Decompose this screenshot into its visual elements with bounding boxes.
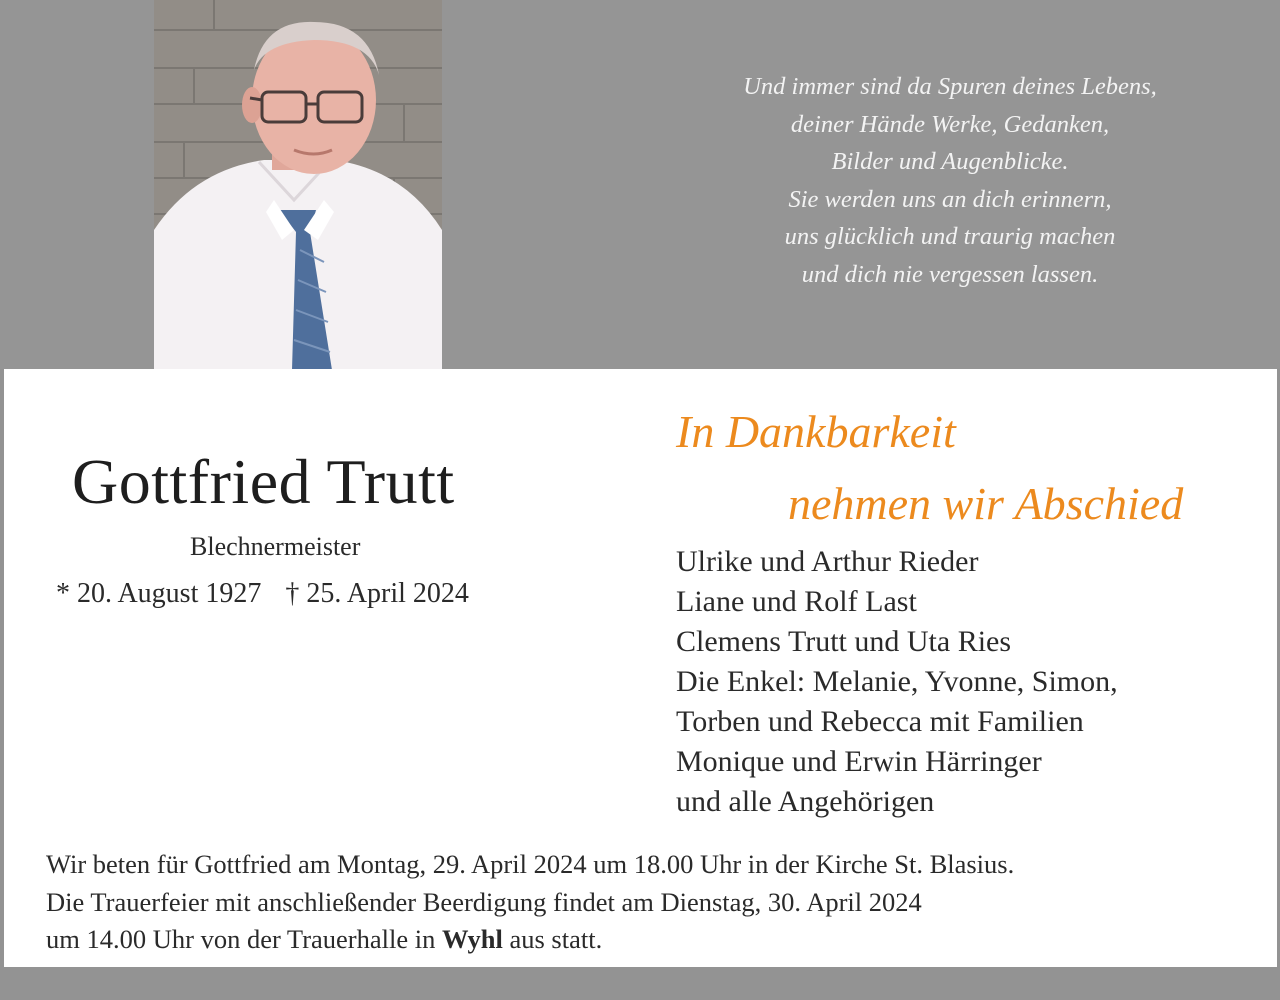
mourner-line: Monique und Erwin Härringer xyxy=(676,745,1042,778)
mourner-line: Torben und Rebecca mit Familien xyxy=(676,705,1084,738)
death-date: † 25. April 2024 xyxy=(285,578,469,609)
mourner-line: Liane und Rolf Last xyxy=(676,585,917,618)
poem-line: Und immer sind da Spuren deines Lebens, xyxy=(743,73,1157,100)
place-name: Wyhl xyxy=(441,924,503,954)
notice-text: um 14.00 Uhr von der Trauerhalle in xyxy=(46,924,442,954)
mourner-line: Clemens Trutt und Uta Ries xyxy=(676,625,1012,658)
portrait-photo xyxy=(154,0,442,370)
deceased-profession: Blechnermeister xyxy=(190,532,361,561)
heading-line-2: nehmen wir Abschied xyxy=(788,478,1184,529)
portrait-illustration xyxy=(154,0,442,370)
mourners-list xyxy=(676,542,1118,822)
deceased-name: Gottfried Trutt xyxy=(72,446,455,517)
birth-date: * 20. August 1927 xyxy=(56,578,262,609)
mourner-line: Ulrike und Arthur Rieder xyxy=(676,545,979,578)
memorial-poem xyxy=(690,68,1210,294)
mourner-line: und alle Angehörigen xyxy=(676,785,935,818)
heading-line-1: In Dankbarkeit xyxy=(676,406,956,457)
notice-line: Die Trauerfeier mit anschließender Beerdigung findet am Dienstag, 30. April 2024 xyxy=(46,886,922,917)
life-dates xyxy=(56,578,469,610)
poem-line: Bilder und Augenblicke. xyxy=(831,148,1069,176)
notice-text: aus statt. xyxy=(502,924,603,954)
notice-line: Wir beten für Gottfried am Montag, 29. April 2024 um 18.00 Uhr in der Kirche St. Blasius. xyxy=(46,849,1015,879)
poem-line: deiner Hände Werke, Gedanken, xyxy=(790,110,1110,138)
poem-line: und dich nie vergessen lassen. xyxy=(801,260,1099,288)
poem-line: Sie werden uns an dich erinnern, xyxy=(788,185,1112,213)
service-notice xyxy=(46,846,1014,959)
mourner-line: Die Enkel: Melanie, Yvonne, Simon, xyxy=(676,665,1118,698)
obituary-card xyxy=(4,369,1277,967)
notice-line xyxy=(46,921,1014,959)
poem-line: uns glücklich und traurig machen xyxy=(784,223,1116,251)
